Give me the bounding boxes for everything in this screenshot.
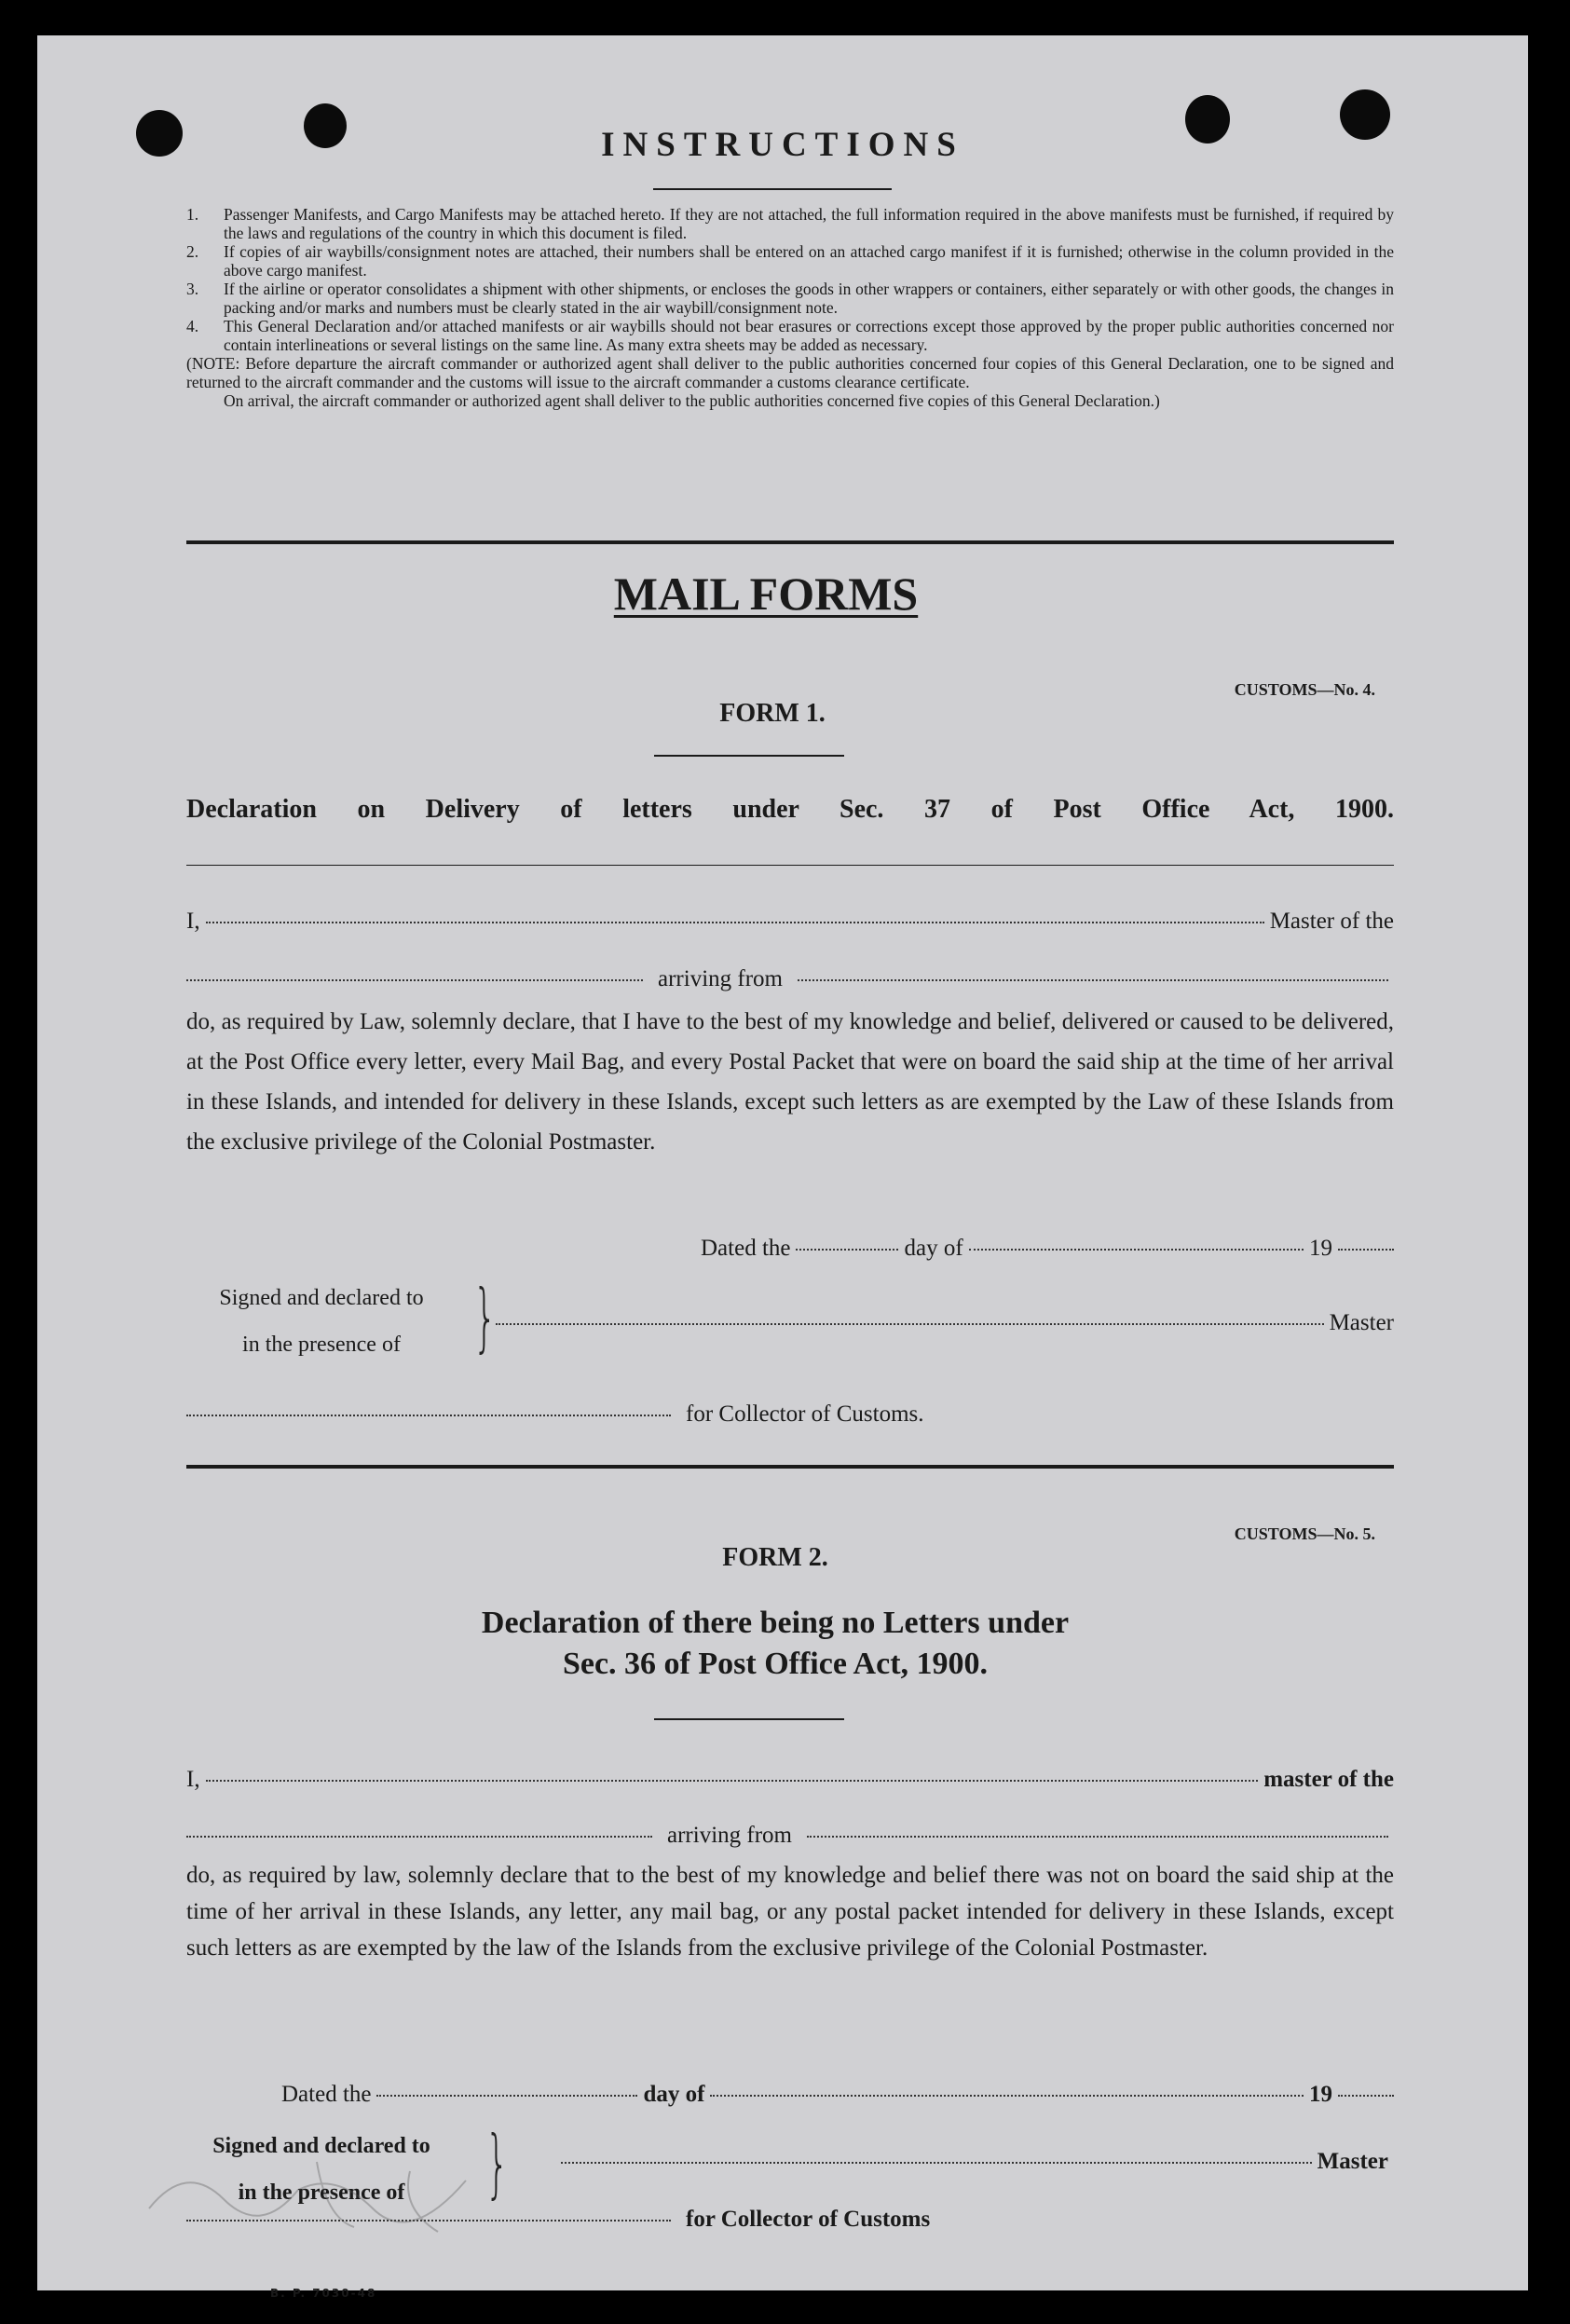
master-label: Master	[1329, 1310, 1394, 1335]
instruction-item: 1. Passenger Manifests, and Cargo Manifests may be attached hereto. If they are not attached, the full information required in the above manifests must be furnished, if required by the laws and regulations of the country in which this document is filed.	[186, 205, 1394, 242]
i-label: I,	[186, 909, 200, 934]
master-name-field[interactable]	[206, 1780, 1259, 1782]
date-month-field[interactable]	[969, 1249, 1304, 1251]
instructions-title: INSTRUCTIONS	[601, 126, 964, 164]
dated-the-label: Dated the	[281, 2082, 372, 2107]
master-signature-field[interactable]	[496, 1323, 1324, 1325]
day-of-label: day of	[904, 1236, 963, 1261]
year-label: 19	[1309, 2082, 1332, 2107]
form1-dated-line	[701, 1236, 1394, 1262]
master-name-field[interactable]	[206, 922, 1264, 923]
date-month-field[interactable]	[710, 2095, 1304, 2097]
form1-label-underline	[654, 755, 844, 757]
origin-port-field[interactable]	[807, 1836, 1388, 1838]
i-label: I,	[186, 1767, 200, 1792]
faint-signature-mark	[130, 2143, 522, 2246]
form-divider	[186, 1465, 1394, 1469]
arriving-from-label: arriving from	[667, 1823, 792, 1848]
ship-name-field[interactable]	[186, 979, 643, 981]
arriving-from-label: arriving from	[658, 966, 783, 991]
for-collector-label: for Collector of Customs.	[686, 1401, 924, 1427]
form2-customs-number: CUSTOMS—No. 5.	[1234, 1524, 1375, 1543]
master-of-label: Master of the	[1269, 909, 1394, 934]
day-of-label: day of	[643, 2082, 705, 2107]
form2-signature-line	[561, 2149, 1388, 2175]
form1-label: FORM 1.	[719, 699, 826, 728]
instruction-note: (NOTE: Before departure the aircraft commander or authorized agent shall deliver to the public authorities concerned four copies of this General Declaration, one to be signed and returned to the aircraft commander and the customs will issue to the aircraft commander a customs clearance certificate.	[186, 354, 1394, 391]
brace: }	[472, 1274, 498, 1360]
instruction-item: 4. This General Declaration and/or attached manifests or air waybills should not bear erasures or corrections except those approved by the proper public authorities concerned nor contain interlineations or several listings on the same line. As many extra sheets may be added as necessary.	[186, 317, 1394, 354]
ship-name-field[interactable]	[186, 1836, 652, 1838]
title-underline	[653, 188, 892, 190]
form2-body: do, as required by law, solemnly declare that to the best of my knowledge and belief there was not on board the said ship at the time of her arrival in these Islands, any letter, any mail bag, or any postal packet intended for delivery in these Islands, except such letters as are exempted by the law of the Islands from the exclusive privilege of the Colonial Postmaster.	[186, 1863, 1394, 1961]
instruction-note-arrival: On arrival, the aircraft commander or authorized agent shall deliver to the public authorities concerned five copies of this General Declaration.)	[224, 391, 1160, 410]
form2-declaration-title: Declaration of there being no Letters under Sec. 36 of Post Office Act, 1900.	[481, 1606, 1070, 1681]
form2-master-line	[186, 1767, 1394, 1793]
year-label: 19	[1309, 1236, 1332, 1261]
mail-forms-title: MAIL FORMS	[613, 567, 919, 620]
document-page	[37, 35, 1528, 2300]
date-year-field[interactable]	[1338, 2095, 1394, 2097]
collector-signature-field[interactable]	[186, 1415, 671, 1416]
form1-declaration-title: Declaration on Delivery of letters under Sec. 37 of Post Office Act, 1900.	[186, 795, 1394, 824]
section-divider	[186, 540, 1394, 544]
date-day-field[interactable]	[376, 2095, 637, 2097]
dated-the-label: Dated the	[701, 1236, 791, 1261]
form1-customs-number: CUSTOMS—No. 4.	[1234, 680, 1375, 699]
for-collector-label: for Collector of Customs	[686, 2207, 931, 2232]
form1-arriving-line	[186, 966, 1394, 992]
form1-collector-line	[186, 1401, 1025, 1428]
date-day-field[interactable]	[796, 1249, 898, 1251]
form2-dated-line	[281, 2082, 1394, 2108]
form-code: B. P. 7030-48	[270, 2287, 377, 2300]
instructions-list	[186, 205, 1394, 410]
form1-title-rule	[186, 865, 1394, 866]
form2-signed-label: Signed and declared to in the presence of	[212, 2134, 430, 2205]
master-of-label: master of the	[1263, 1767, 1394, 1792]
brace: }	[485, 2120, 510, 2207]
instruction-item: 2. If copies of air waybills/consignment notes are attached, their numbers shall be entered on an attached cargo manifest if it is furnished; otherwise in the column provided in the above cargo manifest.	[186, 242, 1394, 280]
form1-signed-label: Signed and declared to in the presence of	[219, 1286, 424, 1357]
origin-port-field[interactable]	[798, 979, 1388, 981]
form1-master-line	[186, 909, 1394, 935]
date-year-field[interactable]	[1338, 1249, 1394, 1251]
form2-arriving-line	[186, 1823, 1394, 1849]
form2-label: FORM 2.	[722, 1543, 828, 1572]
master-label: Master	[1317, 2149, 1388, 2174]
instruction-item: 3. If the airline or operator consolidates a shipment with other shipments, or encloses the goods in other wrappers or containers, either separately or with other goods, the changes in packing and/or marks and numbers must be clearly stated in the air waybill/consignment note.	[186, 280, 1394, 317]
form1-signature-line	[496, 1310, 1394, 1336]
form2-title-underline	[654, 1718, 844, 1720]
form1-body: do, as required by Law, solemnly declare, that I have to the best of my knowledge and belief, delivered or caused to be delivered, at the Post Office every letter, every Mail Bag, and every Postal Packet that were on board the said ship at the time of her arrival in these Islands, and intended for delivery in these Islands, except such letters as are exempted by the Law of these Islands from the exclusive privilege of the Colonial Postmaster.	[186, 1009, 1394, 1155]
master-signature-field[interactable]	[561, 2162, 1312, 2164]
